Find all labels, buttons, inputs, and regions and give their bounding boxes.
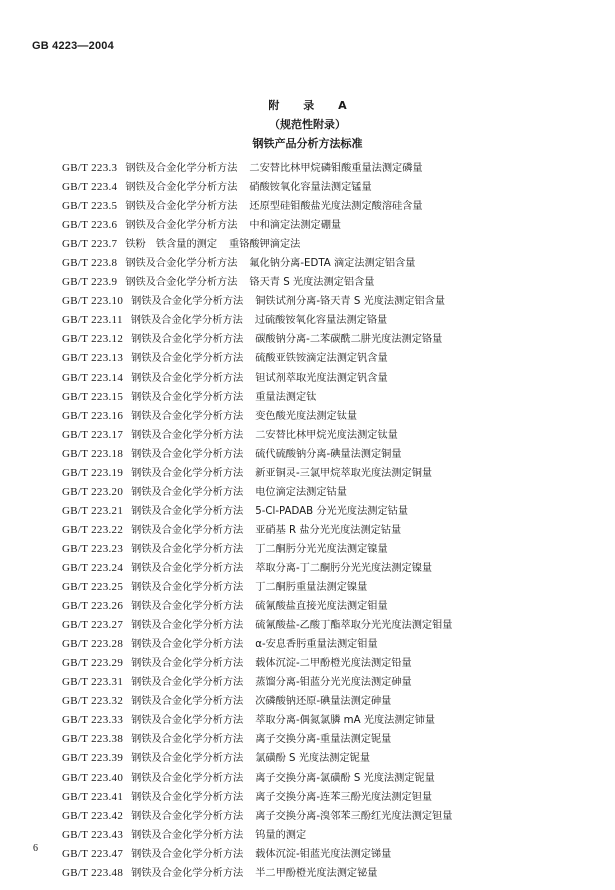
standard-method: 5-Cl-PADAB 分光光度法测定钴量 bbox=[255, 505, 409, 517]
standard-category: 钢铁及合金化学分析方法 bbox=[131, 429, 244, 441]
standard-method: 氯磺酚 S 光度法测定铌量 bbox=[255, 753, 371, 765]
standard-code: GB/T 223.6 bbox=[62, 219, 118, 232]
standard-code: GB/T 223.7 bbox=[62, 238, 118, 251]
standard-category: 钢铁及合金化学分析方法 bbox=[131, 524, 244, 536]
standard-code: GB/T 223.8 bbox=[62, 257, 118, 270]
standard-method: 离子交换分离-连苯三酚光度法测定钽量 bbox=[255, 791, 433, 803]
standard-code: GB/T 223.41 bbox=[62, 790, 124, 803]
standard-code: GB/T 223.13 bbox=[62, 352, 124, 365]
standard-method: 硫代硫酸钠分离-碘量法测定铜量 bbox=[255, 448, 402, 460]
standard-code: GB/T 223.39 bbox=[62, 752, 124, 765]
standard-code: GB/T 223.20 bbox=[62, 485, 124, 498]
standard-category: 钢铁及合金化学分析方法 bbox=[131, 543, 244, 555]
standard-method: 重量法测定钛 bbox=[255, 391, 317, 403]
standard-code: GB/T 223.10 bbox=[62, 295, 124, 308]
standard-code: GB/T 223.17 bbox=[62, 428, 124, 441]
annex-title-block bbox=[0, 96, 615, 153]
standard-method: 铬天青 S 光度法测定铝含量 bbox=[249, 277, 375, 289]
standard-category: 钢铁及合金化学分析方法 bbox=[131, 391, 244, 403]
standard-code: GB/T 223.12 bbox=[62, 333, 124, 346]
standard-entry bbox=[62, 426, 582, 445]
standard-code: GB/T 223.42 bbox=[62, 809, 124, 822]
standard-method: 离子交换分离-氯磺酚 S 光度法测定铌量 bbox=[255, 772, 435, 784]
standard-method: 钨量的测定 bbox=[255, 829, 307, 841]
standard-method: 电位滴定法测定钴量 bbox=[255, 486, 347, 498]
standard-entry bbox=[62, 445, 582, 464]
standard-method: 二安替比林甲烷磷钼酸重量法测定磷量 bbox=[249, 163, 423, 174]
standard-code: GB/T 223.3 bbox=[62, 162, 118, 174]
standard-code: GB/T 223.47 bbox=[62, 847, 124, 860]
standard-method: α-安息香肟重量法测定钼量 bbox=[255, 639, 378, 651]
standard-category: 钢铁及合金化学分析方法 bbox=[131, 467, 244, 479]
standard-entry bbox=[62, 407, 582, 426]
standard-entry bbox=[62, 597, 582, 616]
standard-entry bbox=[62, 730, 582, 749]
standard-method: 硝酸铵氧化容量法测定锰量 bbox=[249, 182, 372, 194]
standard-entry bbox=[62, 311, 582, 330]
standard-entry bbox=[62, 254, 582, 273]
standard-entry bbox=[62, 711, 582, 730]
standard-category: 钢铁及合金化学分析方法 bbox=[125, 277, 238, 289]
standard-method: 重铬酸钾滴定法 bbox=[229, 239, 301, 251]
standard-category: 钢铁及合金化学分析方法 bbox=[125, 220, 238, 232]
standard-entry bbox=[62, 616, 582, 635]
standard-category: 钢铁及合金化学分析方法 bbox=[131, 696, 244, 708]
page-number: 6 bbox=[33, 843, 38, 854]
standard-code: GB/T 223.27 bbox=[62, 619, 124, 632]
standard-code: GB/T 223.5 bbox=[62, 200, 118, 213]
standard-method: 硫氰酸盐-乙酸丁酯萃取分光光度法测定钼量 bbox=[255, 620, 453, 632]
standard-category: 钢铁及合金化学分析方法 bbox=[131, 620, 244, 632]
standard-category: 铁粉 铁含量的测定 bbox=[125, 239, 218, 251]
standard-category: 钢铁及合金化学分析方法 bbox=[131, 334, 244, 346]
standard-method: 载体沉淀-二甲酚橙光度法测定铅量 bbox=[255, 658, 412, 670]
standard-entry bbox=[62, 235, 582, 254]
standard-entry bbox=[62, 197, 582, 216]
standard-category: 钢铁及合金化学分析方法 bbox=[131, 486, 244, 498]
standard-category: 钢铁及合金化学分析方法 bbox=[131, 677, 244, 689]
standard-code: GB/T 223.25 bbox=[62, 581, 124, 594]
standard-category: 钢铁及合金化学分析方法 bbox=[131, 829, 244, 841]
standard-code: GB/T 223.29 bbox=[62, 657, 124, 670]
standard-method: 氟化钠分离-EDTA 滴定法测定铝含量 bbox=[249, 258, 416, 270]
standard-method: 蒸馏分离-钼蓝分光光度法测定砷量 bbox=[255, 677, 412, 689]
standard-code: GB/T 223.11 bbox=[62, 314, 123, 327]
standard-entry bbox=[62, 864, 582, 883]
annex-title: 附 录 A bbox=[268, 99, 357, 112]
standard-entry bbox=[62, 388, 582, 407]
standard-category: 钢铁及合金化学分析方法 bbox=[130, 315, 243, 327]
standard-category: 钢铁及合金化学分析方法 bbox=[131, 353, 244, 365]
standard-code: GB/T 223.16 bbox=[62, 409, 124, 422]
standard-method: 萃取分离-偶氮氯膦 mA 光度法测定铈量 bbox=[255, 715, 436, 727]
standard-category: 钢铁及合金化学分析方法 bbox=[131, 791, 244, 803]
standard-method: 中和滴定法测定硼量 bbox=[249, 220, 342, 232]
standard-code: GB/T 223.48 bbox=[62, 866, 124, 879]
standard-category: 钢铁及合金化学分析方法 bbox=[131, 867, 244, 879]
standard-category: 钢铁及合金化学分析方法 bbox=[125, 163, 238, 174]
standard-method: 半二甲酚橙光度法测定铋量 bbox=[255, 867, 378, 879]
standard-entry bbox=[62, 654, 582, 673]
standard-entry bbox=[62, 369, 582, 388]
standard-entry bbox=[62, 826, 582, 845]
standard-method: 丁二酮肟分光光度法测定镍量 bbox=[255, 543, 388, 555]
standard-entry bbox=[62, 178, 582, 197]
standard-category: 钢铁及合金化学分析方法 bbox=[131, 296, 244, 308]
document-header-code: GB 4223—2004 bbox=[32, 40, 114, 52]
standard-entry bbox=[62, 635, 582, 654]
annex-subtitle: （规范性附录） bbox=[269, 118, 346, 131]
standard-code: GB/T 223.19 bbox=[62, 466, 124, 479]
standard-method: 还原型硅钼酸盐光度法测定酸溶硅含量 bbox=[249, 201, 423, 213]
standard-entry bbox=[62, 578, 582, 597]
standard-category: 钢铁及合金化学分析方法 bbox=[125, 258, 238, 270]
standard-category: 钢铁及合金化学分析方法 bbox=[131, 448, 244, 460]
standard-category: 钢铁及合金化学分析方法 bbox=[131, 582, 244, 594]
standard-entry bbox=[62, 845, 582, 864]
standard-entry bbox=[62, 159, 582, 178]
standard-category: 钢铁及合金化学分析方法 bbox=[131, 772, 244, 784]
standard-category: 钢铁及合金化学分析方法 bbox=[131, 658, 244, 670]
standard-method: 二安替比林甲烷光度法测定钛量 bbox=[255, 429, 398, 441]
standard-method: 载体沉淀-钼蓝光度法测定锑量 bbox=[255, 848, 392, 860]
standard-method: 萃取分离-丁二酮肟分光光度法测定镍量 bbox=[255, 562, 433, 574]
standard-method: 硫氰酸盐直接光度法测定钼量 bbox=[255, 601, 388, 613]
standard-code: GB/T 223.33 bbox=[62, 714, 124, 727]
standard-category: 钢铁及合金化学分析方法 bbox=[131, 601, 244, 613]
standard-code: GB/T 223.23 bbox=[62, 542, 124, 555]
standard-entry bbox=[62, 521, 582, 540]
standard-entry bbox=[62, 749, 582, 768]
standard-code: GB/T 223.18 bbox=[62, 447, 124, 460]
standard-code: GB/T 223.28 bbox=[62, 638, 124, 651]
standard-category: 钢铁及合金化学分析方法 bbox=[131, 734, 244, 746]
standard-code: GB/T 223.26 bbox=[62, 600, 124, 613]
standard-method: 丁二酮肟重量法测定镍量 bbox=[255, 582, 368, 594]
standard-category: 钢铁及合金化学分析方法 bbox=[131, 639, 244, 651]
standard-entry bbox=[62, 464, 582, 483]
standard-code: GB/T 223.22 bbox=[62, 523, 124, 536]
standard-category: 钢铁及合金化学分析方法 bbox=[131, 715, 244, 727]
standard-method: 离子交换分离-溴邻苯三酚红光度法测定钽量 bbox=[255, 810, 453, 822]
standard-entry bbox=[62, 273, 582, 292]
standard-method: 亚硝基 R 盐分光光度法测定钴量 bbox=[255, 524, 402, 536]
standard-entry bbox=[62, 769, 582, 788]
standard-entry bbox=[62, 483, 582, 502]
standard-category: 钢铁及合金化学分析方法 bbox=[131, 848, 244, 860]
standard-method: 碳酸钠分离-二苯碳酰二肼光度法测定铬量 bbox=[255, 334, 443, 346]
standards-list bbox=[62, 159, 582, 883]
standard-category: 钢铁及合金化学分析方法 bbox=[125, 182, 238, 194]
standard-code: GB/T 223.31 bbox=[62, 676, 124, 689]
standard-category: 钢铁及合金化学分析方法 bbox=[131, 505, 244, 517]
standard-entry bbox=[62, 673, 582, 692]
standard-entry bbox=[62, 216, 582, 235]
standard-category: 钢铁及合金化学分析方法 bbox=[131, 753, 244, 765]
annex-heading: 钢铁产品分析方法标准 bbox=[252, 137, 363, 150]
standard-code: GB/T 223.21 bbox=[62, 504, 124, 517]
standard-entry bbox=[62, 540, 582, 559]
standard-method: 新亚铜灵-三氯甲烷萃取光度法测定铜量 bbox=[255, 467, 433, 479]
standard-category: 钢铁及合金化学分析方法 bbox=[131, 562, 244, 574]
standard-method: 变色酸光度法测定钛量 bbox=[255, 410, 358, 422]
standard-code: GB/T 223.24 bbox=[62, 561, 124, 574]
standard-code: GB/T 223.38 bbox=[62, 733, 124, 746]
standard-entry bbox=[62, 788, 582, 807]
standard-method: 硫酸亚铁铵滴定法测定钒含量 bbox=[255, 353, 388, 365]
standard-code: GB/T 223.43 bbox=[62, 828, 124, 841]
standard-entry bbox=[62, 502, 582, 521]
standard-code: GB/T 223.32 bbox=[62, 695, 124, 708]
standard-category: 钢铁及合金化学分析方法 bbox=[131, 410, 244, 422]
standard-category: 钢铁及合金化学分析方法 bbox=[125, 201, 238, 213]
standard-code: GB/T 223.4 bbox=[62, 181, 118, 194]
standard-category: 钢铁及合金化学分析方法 bbox=[131, 810, 244, 822]
standard-entry bbox=[62, 292, 582, 311]
standard-code: GB/T 223.9 bbox=[62, 276, 118, 289]
standard-code: GB/T 223.14 bbox=[62, 371, 124, 384]
standard-method: 钽试剂萃取光度法测定钒含量 bbox=[255, 372, 388, 384]
standard-entry bbox=[62, 559, 582, 578]
standard-method: 次磷酸钠还原-碘量法测定砷量 bbox=[255, 696, 392, 708]
standard-entry bbox=[62, 349, 582, 368]
standard-entry bbox=[62, 692, 582, 711]
standard-code: GB/T 223.15 bbox=[62, 390, 124, 403]
standard-code: GB/T 223.40 bbox=[62, 771, 124, 784]
standard-category: 钢铁及合金化学分析方法 bbox=[131, 372, 244, 384]
standard-method: 铜铁试剂分离-铬天青 S 光度法测定铝含量 bbox=[255, 296, 446, 308]
standard-method: 过硫酸铵氧化容量法测定铬量 bbox=[254, 315, 388, 327]
standard-entry bbox=[62, 330, 582, 349]
standard-method: 离子交换分离-重量法测定铌量 bbox=[255, 734, 392, 746]
standard-entry bbox=[62, 807, 582, 826]
